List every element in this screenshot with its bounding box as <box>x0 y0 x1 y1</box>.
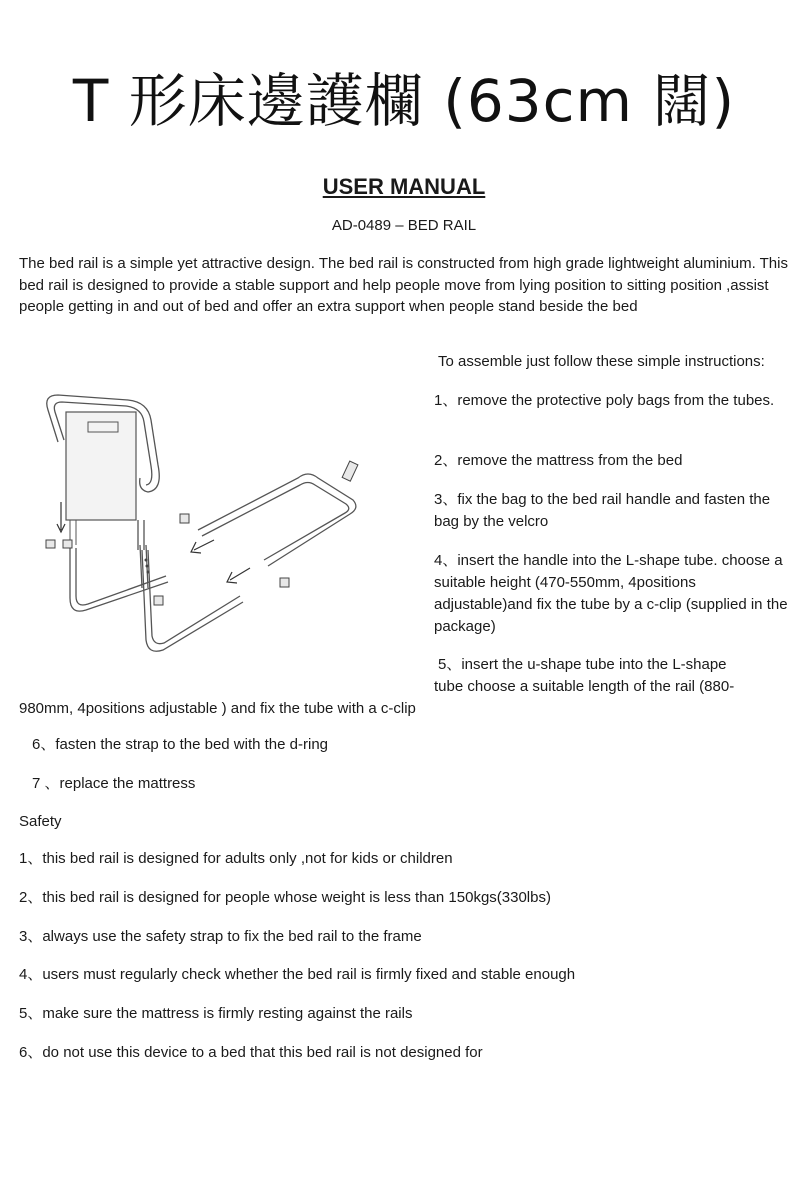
safety-item-3: 3、always use the safety strap to fix the bed rail to the frame <box>19 928 422 945</box>
safety-item-4: 4、users must regularly check whether the bed rail is firmly fixed and stable enough <box>19 966 576 983</box>
page-title: T 形床邊護欄 (63cm 闊) <box>72 67 736 135</box>
instruction-step-5-line-2: tube choose a suitable length of the rail (880- <box>434 678 735 695</box>
instruction-step-6: 6、fasten the strap to the bed with the d-ring <box>32 736 329 753</box>
instruction-step-3: 3、fix the bag to the bed rail handle and fasten the bag by the velcro <box>434 491 771 530</box>
bed-rail-illustration <box>18 370 418 680</box>
instructions-intro: To assemble just follow these simple instructions: <box>438 353 765 370</box>
instruction-step-7: 7 、replace the mattress <box>32 775 196 792</box>
down-arrow-icon <box>57 502 65 532</box>
instruction-step-4: 4、insert the handle into the L-shape tube. choose a suitable height (470-550mm, 4positions adjustable)and fix the tube by a c-clip (supplied in the package) <box>434 552 788 635</box>
instruction-step-2: 2、remove the mattress from the bed <box>434 452 683 469</box>
model-number: AD-0489 – BED RAIL <box>331 217 477 234</box>
user-manual-heading: USER MANUAL <box>322 174 486 199</box>
instruction-step-5-line-1: 5、insert the u-shape tube into the L-shape <box>438 656 727 673</box>
insert-arrow-icon <box>191 540 214 553</box>
assembly-diagram <box>18 370 418 680</box>
l-shape-tube-left <box>70 548 168 611</box>
instruction-step-5-line-3: 980mm, 4positions adjustable ) and fix the tube with a c-clip <box>19 700 416 717</box>
safety-item-5: 5、make sure the mattress is firmly resting against the rails <box>19 1005 413 1022</box>
instruction-step-1: 1、remove the protective poly bags from the tubes. <box>434 392 775 409</box>
safety-item-2: 2、this bed rail is designed for people whose weight is less than 150kgs(330lbs) <box>19 889 551 906</box>
safety-heading: Safety <box>19 813 62 830</box>
rail-bag <box>66 412 136 520</box>
strap <box>342 461 358 481</box>
c-clip <box>46 540 55 548</box>
insert-arrow-icon <box>227 568 250 583</box>
intro-paragraph: The bed rail is a simple yet attractive design. The bed rail is constructed from high grade lightweight aluminium. This bed rail is designed to provide a stable support and help people move from lying position to sitting position ,assist people getting in and out of bed and offer an extra support when people stand beside the bed <box>19 255 788 315</box>
safety-item-1: 1、this bed rail is designed for adults only ,not for kids or children <box>19 850 453 867</box>
safety-item-6: 6、do not use this device to a bed that this bed rail is not designed for <box>19 1044 483 1061</box>
